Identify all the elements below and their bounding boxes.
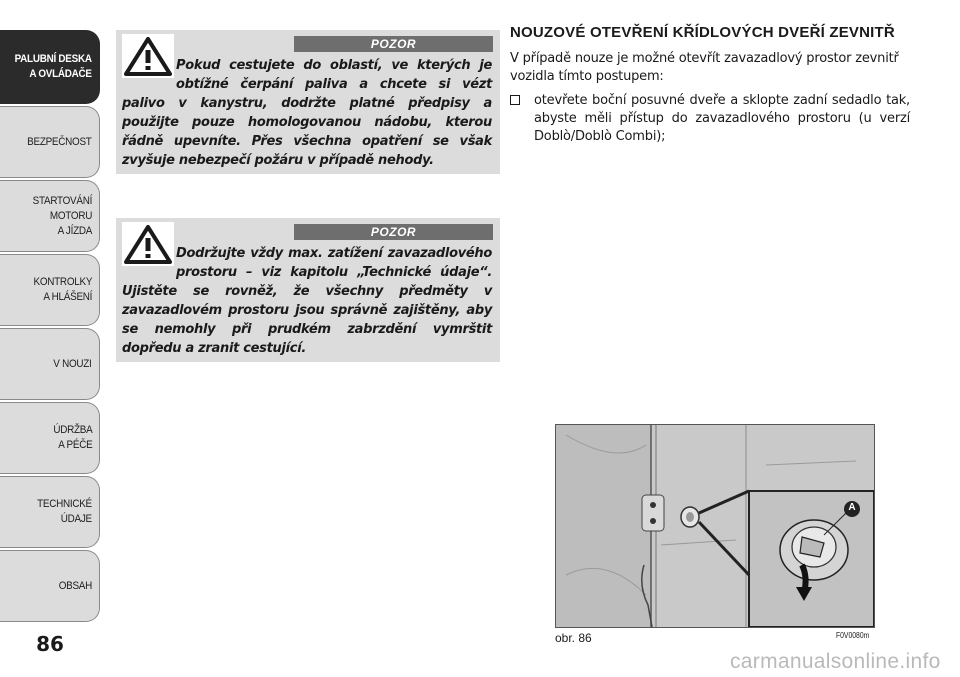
warning-box (116, 30, 500, 174)
tab-label: V NOUZI (53, 357, 92, 370)
tab-label: KONTROLKY A HLÁŠENÍ (33, 276, 92, 303)
section-intro: V případě nouze je možné otevřít zavazadlový prostor zevnitř vozidla tímto postupem: (510, 51, 899, 84)
page-number: 86 (36, 632, 64, 656)
section-heading: NOUZOVÉ OTEVŘENÍ KŘÍDLOVÝCH DVEŘÍ ZEVNITŘ (510, 24, 895, 41)
figure-code: F0V0080m (836, 631, 870, 640)
tab-v-nouzi[interactable] (0, 328, 100, 400)
warning-triangle-icon (122, 222, 174, 266)
tab-udrzba[interactable] (0, 402, 100, 474)
tab-label: PALUBNÍ DESKA A OVLÁDAČE (14, 53, 92, 80)
warning-text: Dodržujte vždy max. zatížení zavazadlového prostoru – viz kapitolu „Technické údaje“. Ujistěte se rovněž, že všechny předměty v zavazadlovém prostoru jsou správně zajištěny, aby se nemohly při prudkém zabrzdění vymrštit dopředu a zranit cestující. (122, 246, 492, 356)
warning-title: POZOR (294, 36, 493, 52)
tab-label: ÚDRŽBA A PÉČE (52, 424, 92, 451)
figure-image (555, 424, 875, 628)
callout-label: A (848, 502, 856, 513)
tab-technicke-udaje[interactable] (0, 476, 100, 548)
list-item-text: otevřete boční posuvné dveře a sklopte zadní sedadlo tak, abyste měli přístup do zavazadlového prostoru (u verzí Doblò/Doblò Combi); (534, 93, 910, 144)
warning-box (116, 218, 500, 362)
list-item (510, 92, 910, 146)
tab-kontrolky[interactable] (0, 254, 100, 326)
warning-text: Pokud cestujete do oblastí, ve kterých je obtížné čerpání paliva a chcete si vézt palivo v kanystru, dodržte platné předpisy a použijte pouze homologovanou nádobu, kterou řádně upevníte. Přes všechna opatření se však zvyšuje nebezpečí požáru v případě nehody. (122, 58, 492, 168)
figure-caption: obr. 86 (555, 631, 592, 645)
door-lock-illustration (556, 425, 874, 627)
section-content (510, 24, 910, 146)
tab-startovani[interactable] (0, 180, 100, 252)
tab-label: BEZPEČNOST (27, 135, 92, 148)
checkbox-bullet-icon (510, 95, 520, 105)
tab-label: TECHNICKÉ ÚDAJE (37, 498, 92, 525)
tab-palubni-deska[interactable] (0, 30, 100, 104)
warning-triangle-icon (122, 34, 174, 78)
warning-title: POZOR (294, 224, 493, 240)
sidebar (0, 0, 102, 677)
tab-label: STARTOVÁNÍ MOTORU A JÍZDA (32, 194, 92, 237)
watermark: carmanualsonline.info (730, 650, 941, 673)
tab-obsah[interactable] (0, 550, 100, 622)
tab-label: OBSAH (58, 579, 92, 592)
tab-bezpecnost[interactable] (0, 106, 100, 178)
